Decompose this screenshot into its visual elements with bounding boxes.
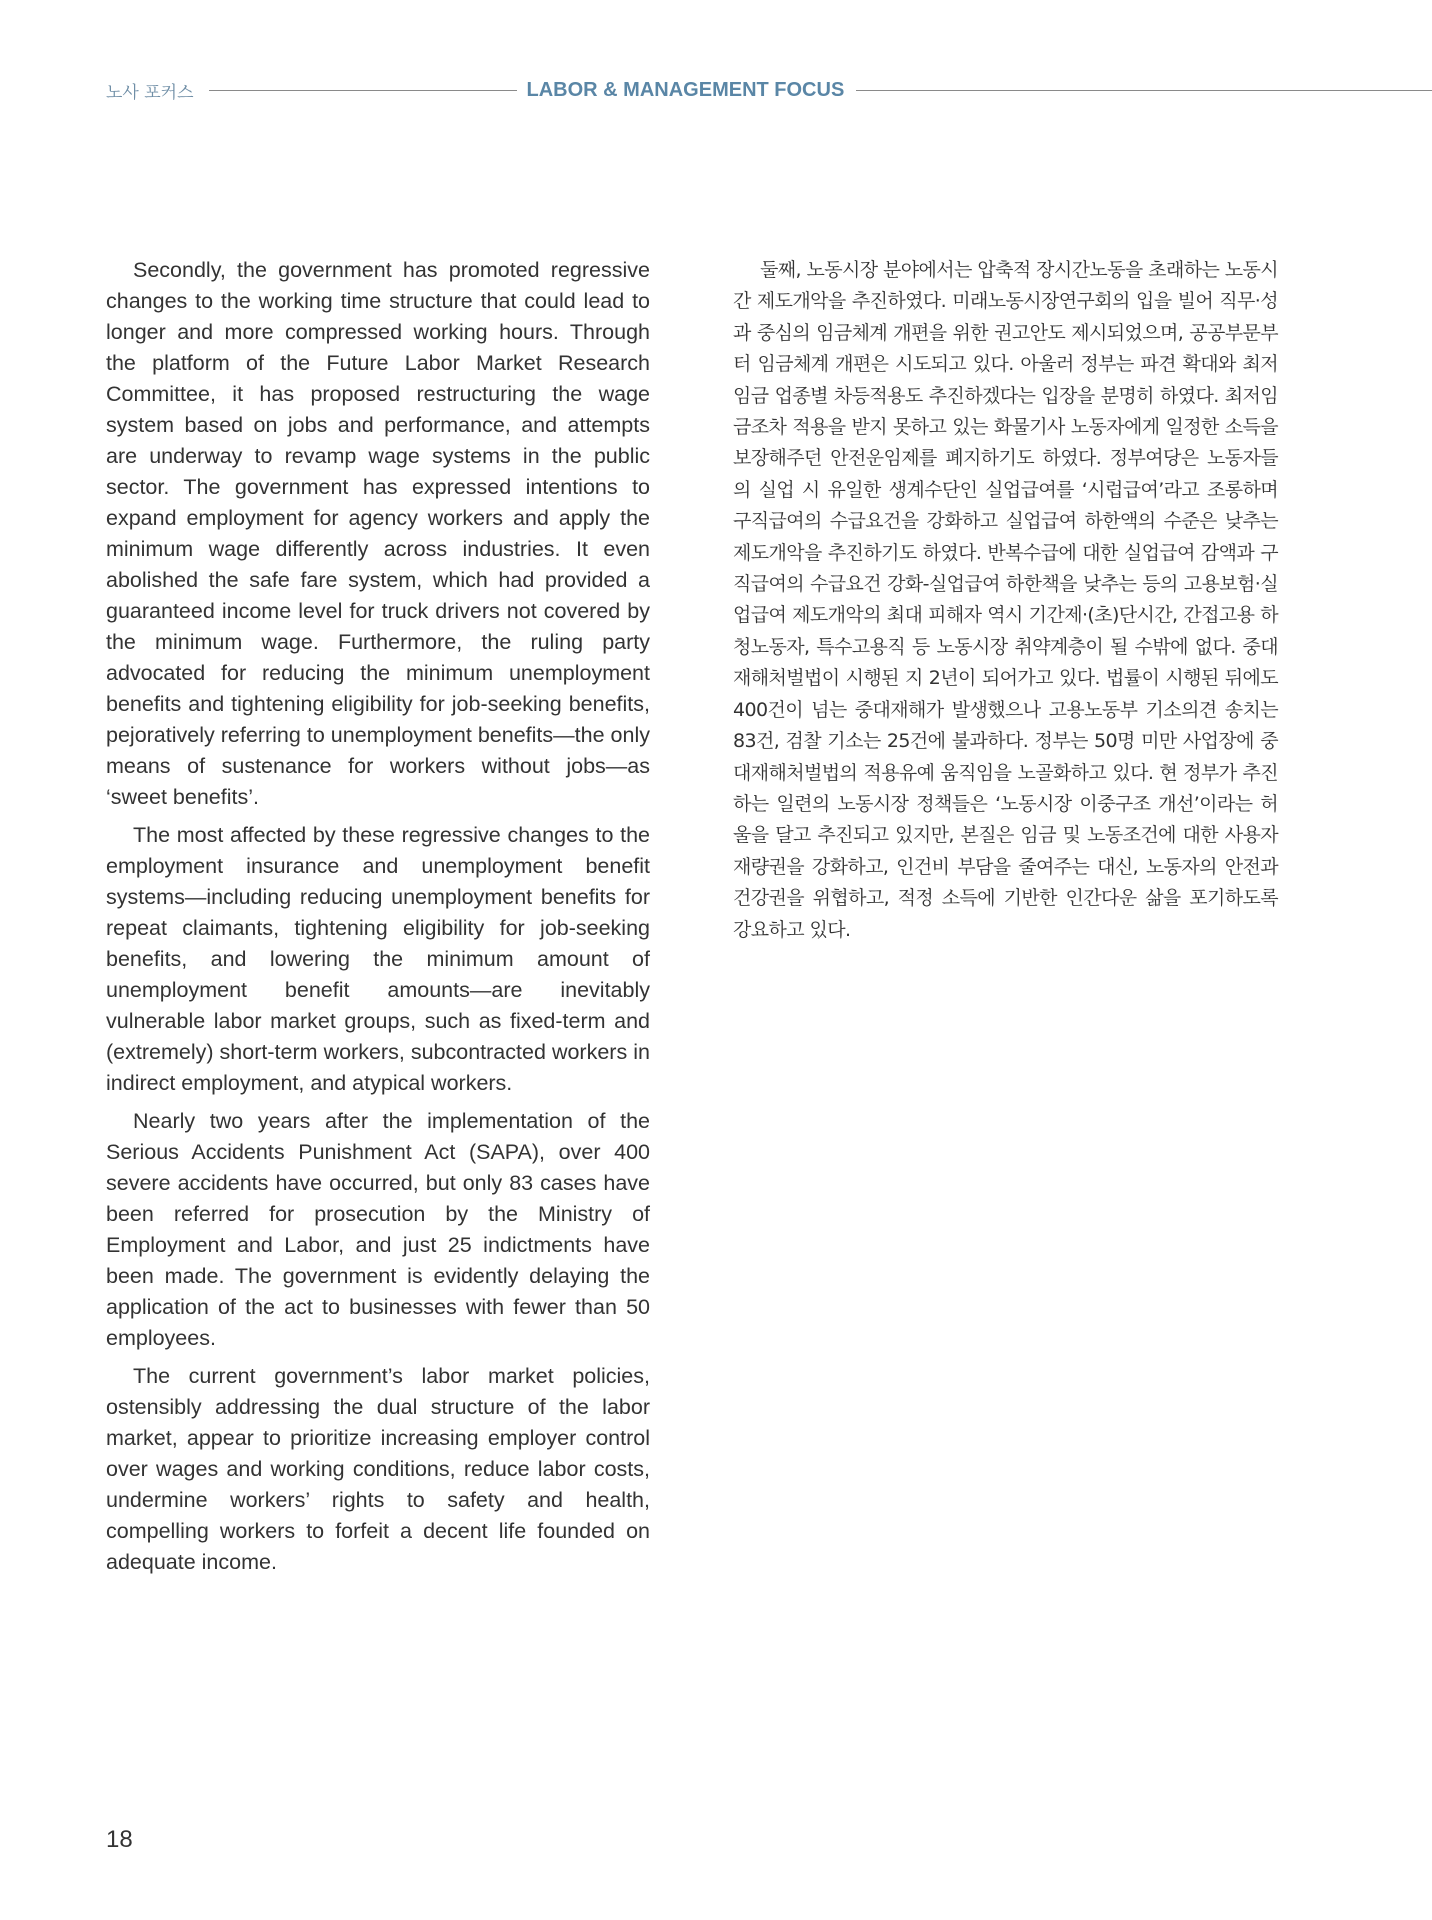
english-paragraph-1: Secondly, the government has promoted regressive changes to the working time structure that could lead to longer and more compressed working hours. Through the platform of the Future Labor Market Research Committee, it has proposed restructuring the wage system based on jobs and performance, and attempts are underway to revamp wage systems in the public sector. The government has expressed intentions to expand employment for agency workers and apply the minimum wage differently across industries. It even abolished the safe fare system, which had provided a guaranteed income level for truck drivers not covered by the minimum wage. Furthermore, the ruling party advocated for reducing the minimum unemployment benefits and tightening eligibility for job-seeking benefits, pejoratively referring to unemployment benefits—the only means of sustenance for workers without jobs—as ‘sweet benefits’. [106,258,650,809]
section-title-english: LABOR & MANAGEMENT FOCUS [526,78,845,101]
korean-column [733,255,1278,946]
korean-paragraph-1: 둘째, 노동시장 분야에서는 압축적 장시간노동을 초래하는 노동시간 제도개악을 추진하였다. 미래노동시장연구회의 입을 빌어 직무·성과 중심의 임금체계 개편을 위한 권고안도 제시되었으며, 공공부문부터 임금체계 개편은 시도되고 있다. 아울러 정부는 파견 확대와 최저임금 업종별 차등적용도 추진하겠다는 입장을 분명히 하였다. 최저임금조차 적용을 받지 못하고 있는 화물기사 노동자에게 일정한 소득을 보장해주던 안전운임제를 폐지하기도 하였다. 정부여당은 노동자들의 실업 시 유일한 생계수단인 실업급여를 ‘시럽급여’라고 조롱하며 구직급여의 수급요건을 강화하고 실업급여 하한액의 수준은 낮추는 제도개악을 추진하기도 하였다. 반복수급에 대한 실업급여 감액과 구직급여의 수급요건 강화-실업급여 하한책을 낮추는 등의 고용보험·실업급여 제도개악의 최대 피해자 역시 기간제·(초)단시간, 간접고용 하청노동자, 특수고용직 등 노동시장 취약계층이 될 수밖에 없다. 중대재해처벌법이 시행된 지 2년이 되어가고 있다. 법률이 시행된 뒤에도 400건이 넘는 중대재해가 발생했으나 고용노동부 기소의견 송치는 83건, 검찰 기소는 25건에 불과하다. 정부는 50명 미만 사업장에 중대재해처벌법의 적용유예 움직임을 노골화하고 있다. 현 정부가 추진하는 일련의 노동시장 정책들은 ‘노동시장 이중구조 개선’이라는 허울을 달고 추진되고 있지만, 본질은 임금 및 노동조건에 대한 사용자 재량권을 강화하고, 인건비 부담을 줄여주는 대신, 노동자의 안전과 건강권을 위협하고, 적정 소득에 기반한 인간다운 삶을 포기하도록 강요하고 있다. [733,259,1278,941]
section-title-korean: 노사 포커스 [106,82,194,103]
header-rule-right [856,90,1432,91]
running-header [106,78,1432,102]
english-paragraph-4: The current government’s labor market policies, ostensibly addressing the dual structure of the labor market, appear to prioritize increasing employer control over wages and working conditions, reduce labor costs, undermine workers’ rights to safety and health, compelling workers to forfeit a decent life founded on adequate income. [106,1364,650,1574]
english-column [106,255,650,1585]
english-paragraph-3: Nearly two years after the implementation of the Serious Accidents Punishment Act (SAPA), over 400 severe accidents have occurred, but only 83 cases have been referred for prosecution by the Ministry of Employment and Labor, and just 25 indictments have been made. The government is evidently delaying the application of the act to businesses with fewer than 50 employees. [106,1109,650,1350]
page-number: 18 [106,1826,133,1853]
header-rule-left [209,90,517,91]
english-paragraph-2: The most affected by these regressive changes to the employment insurance and unemployment benefit systems—including reducing unemployment benefits for repeat claimants, tightening eligibility for job-seeking benefits, and lowering the minimum amount of unemployment benefit amounts—are inevitably vulnerable labor market groups, such as fixed-term and (extremely) short-term workers, subcontracted workers in indirect employment, and atypical workers. [106,823,650,1095]
